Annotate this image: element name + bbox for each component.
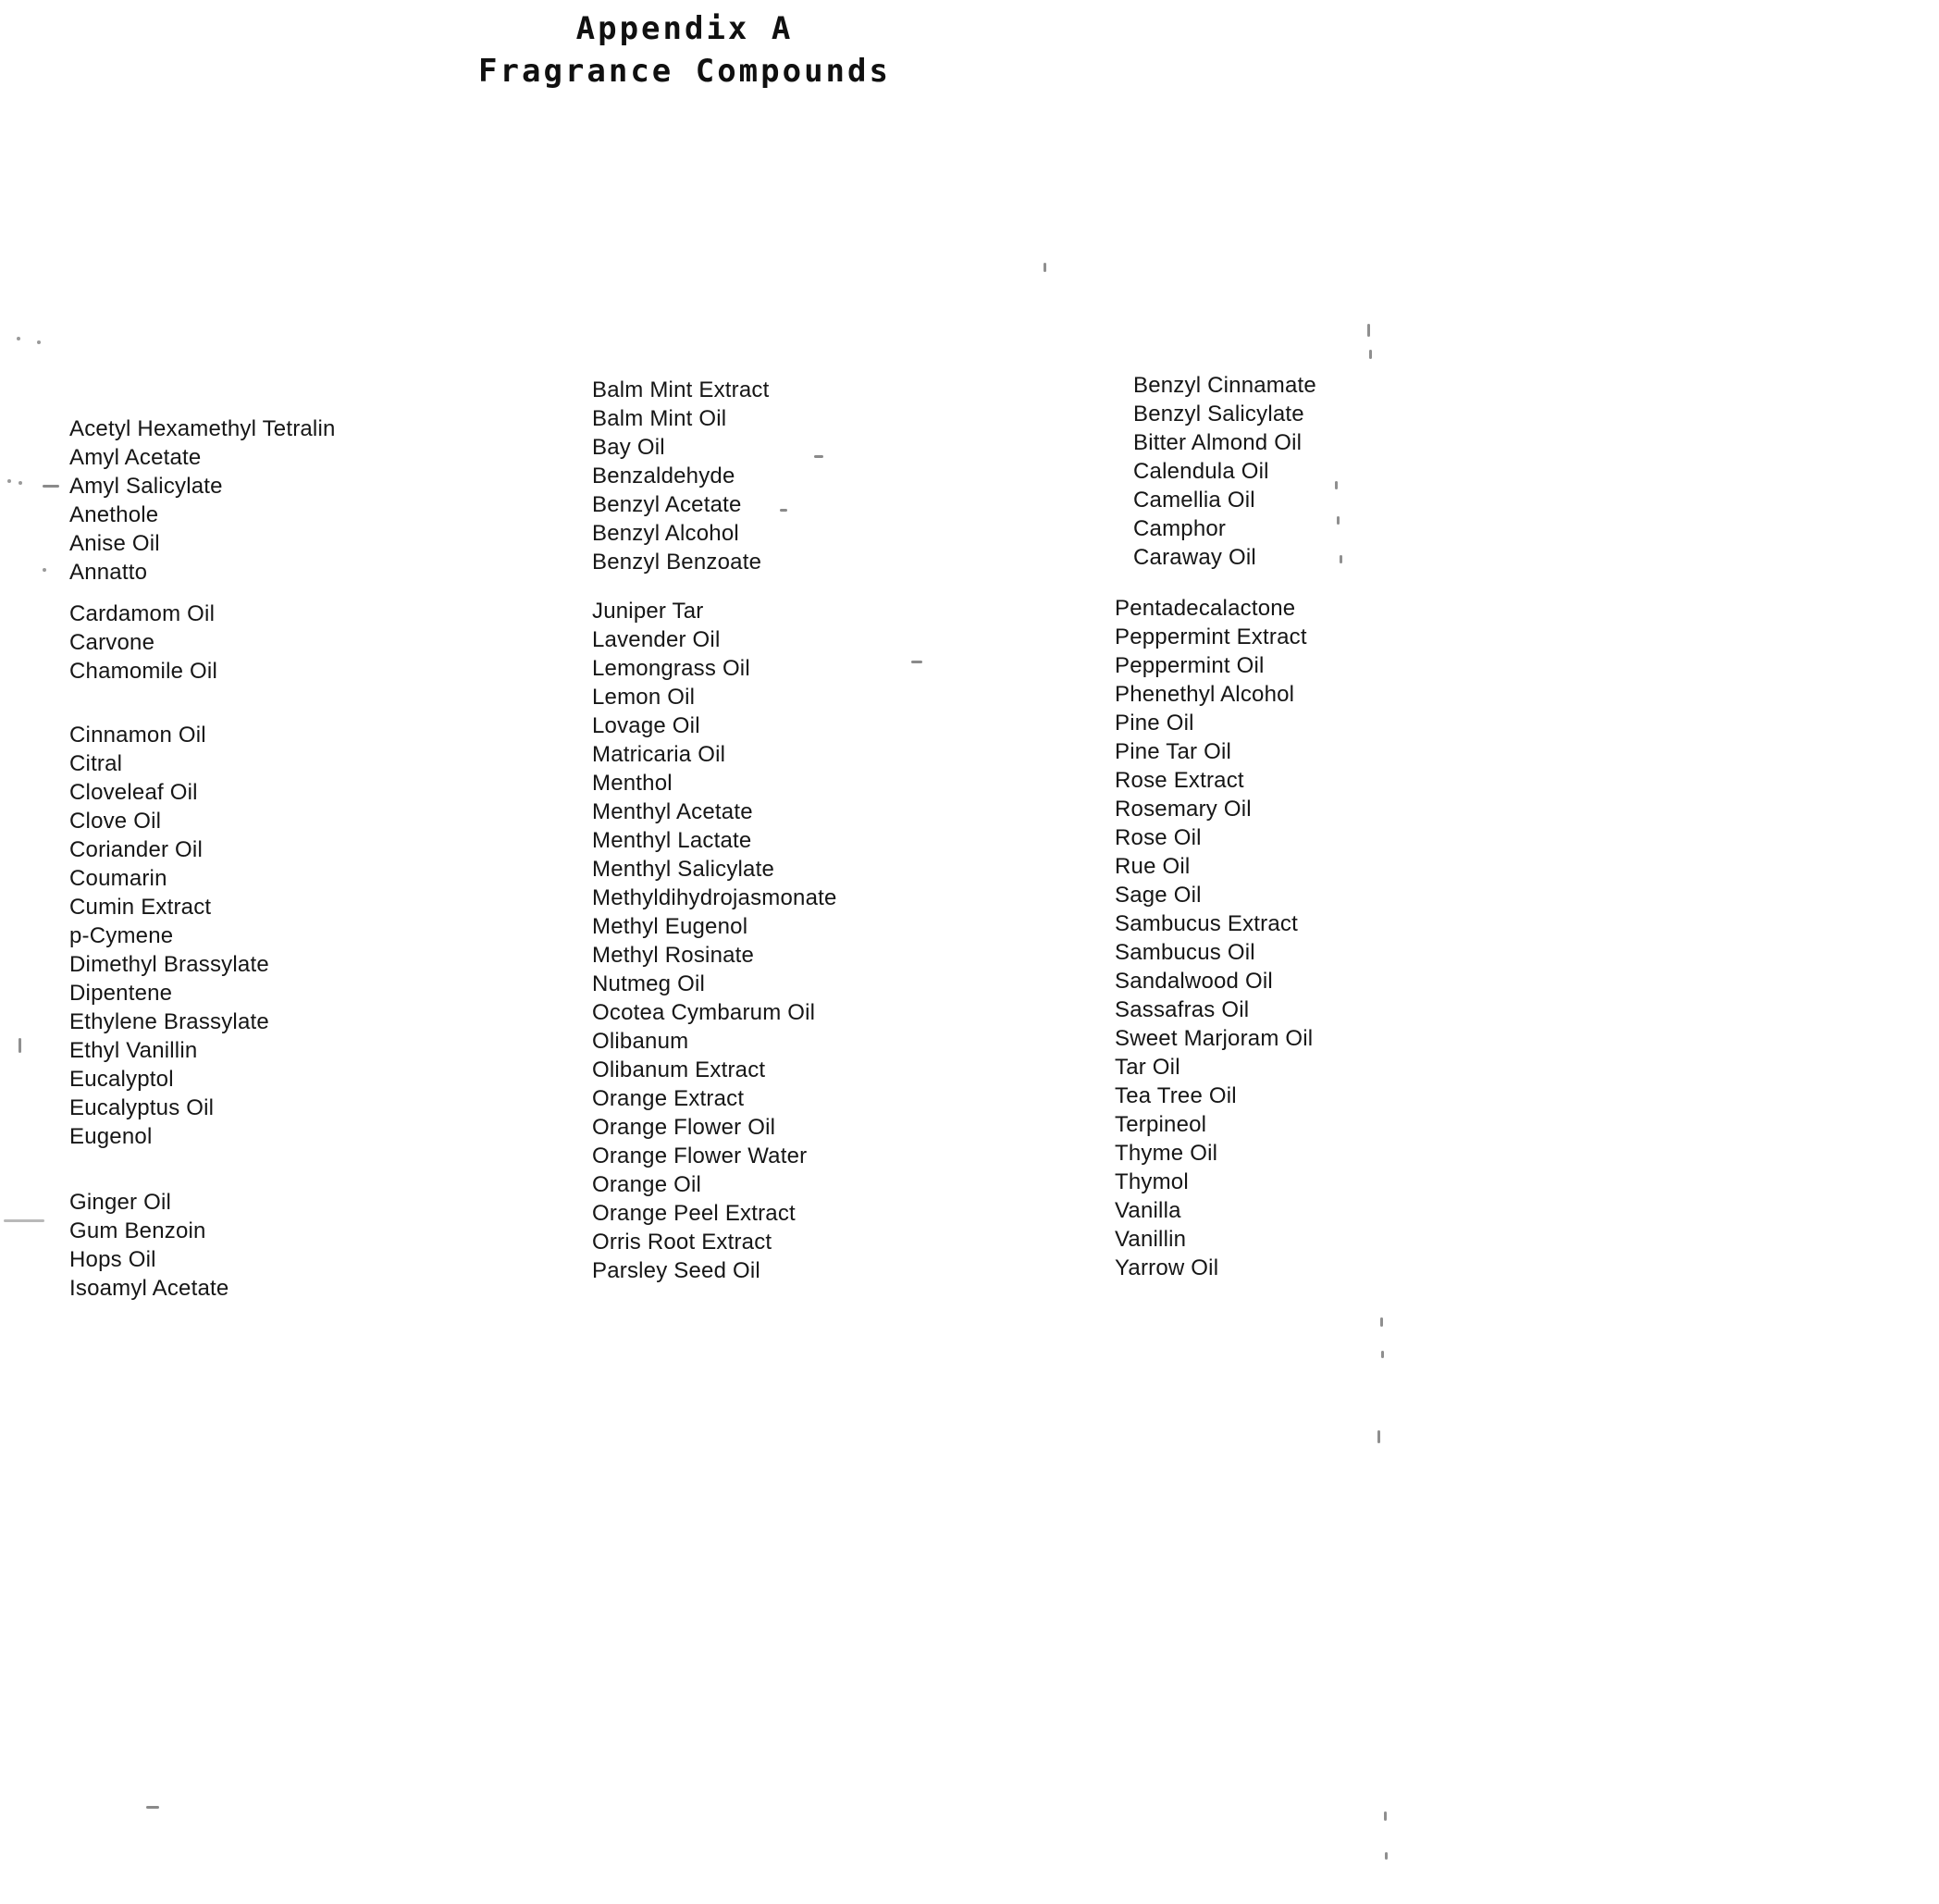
document-title	[0, 7, 1369, 93]
scan-artifact	[37, 340, 41, 344]
compound-item: Rose Oil	[1115, 825, 1202, 850]
compound-item: Sambucus Extract	[1115, 911, 1298, 936]
compound-item: Sambucus Oil	[1115, 940, 1255, 965]
compound-item: Gum Benzoin	[69, 1218, 206, 1243]
compound-item: Hops Oil	[69, 1247, 156, 1272]
compound-item: Eugenol	[69, 1124, 153, 1149]
compound-item: Benzyl Benzoate	[592, 550, 762, 575]
compound-item: Balm Mint Oil	[592, 406, 727, 431]
compound-item: Pine Tar Oil	[1115, 739, 1232, 764]
compound-column-middle	[592, 376, 1092, 1285]
compound-item: Orange Flower Oil	[592, 1115, 776, 1140]
compound-item: Menthyl Acetate	[592, 799, 753, 824]
compound-group	[1115, 594, 1559, 1282]
compound-item: Amyl Acetate	[69, 445, 202, 470]
compound-item: Nutmeg Oil	[592, 971, 706, 996]
compound-item: Tar Oil	[1115, 1055, 1180, 1080]
compound-item: Thyme Oil	[1115, 1141, 1218, 1166]
compound-group	[69, 414, 569, 587]
compound-item: Orange Oil	[592, 1172, 702, 1197]
compound-group	[69, 600, 569, 686]
compound-item: Benzyl Salicylate	[1133, 402, 1304, 427]
scan-artifact	[1377, 1430, 1380, 1443]
scan-artifact	[146, 1806, 159, 1809]
compound-item: Anise Oil	[69, 531, 160, 556]
compound-group	[592, 597, 1092, 1285]
compound-item: Rue Oil	[1115, 854, 1191, 879]
compound-item: Chamomile Oil	[69, 659, 217, 684]
compound-item: Vanilla	[1115, 1198, 1181, 1223]
compound-group	[1115, 371, 1559, 572]
compound-item: Camellia Oil	[1133, 488, 1255, 513]
compound-item: Acetyl Hexamethyl Tetralin	[69, 416, 336, 441]
compound-item: Orange Extract	[592, 1086, 745, 1111]
compound-item: Benzyl Alcohol	[592, 521, 739, 546]
compound-item: Clove Oil	[69, 809, 162, 834]
compound-item: Cardamom Oil	[69, 601, 216, 626]
compound-group	[69, 721, 569, 1151]
compound-column-left	[69, 414, 569, 1303]
compound-item: p-Cymene	[69, 923, 174, 948]
compound-item: Olibanum	[592, 1029, 689, 1054]
compound-item: Peppermint Oil	[1115, 653, 1265, 678]
compound-item: Benzaldehyde	[592, 464, 735, 488]
scan-artifact	[1340, 555, 1342, 563]
compound-item: Menthol	[592, 771, 673, 796]
compound-item: Menthyl Lactate	[592, 828, 752, 853]
compound-item: Sassafras Oil	[1115, 997, 1250, 1022]
compound-item: Benzyl Acetate	[592, 492, 742, 517]
compound-item: Dimethyl Brassylate	[69, 952, 269, 977]
scan-artifact	[43, 485, 59, 488]
compound-item: Parsley Seed Oil	[592, 1258, 760, 1283]
compound-item: Tea Tree Oil	[1115, 1083, 1237, 1108]
compound-item: Lavender Oil	[592, 627, 721, 652]
compound-item: Lovage Oil	[592, 713, 700, 738]
compound-item: Benzyl Cinnamate	[1133, 373, 1316, 398]
compound-item: Dipentene	[69, 981, 173, 1006]
compound-item: Anethole	[69, 502, 159, 527]
title-line-2: Fragrance Compounds	[478, 53, 891, 90]
compound-item: Pine Oil	[1115, 711, 1194, 736]
compound-item: Cloveleaf Oil	[69, 780, 198, 805]
compound-item: Peppermint Extract	[1115, 624, 1307, 649]
compound-item: Methyl Rosinate	[592, 943, 755, 968]
compound-group	[69, 1188, 569, 1303]
compound-item: Coriander Oil	[69, 837, 203, 862]
compound-item: Lemon Oil	[592, 685, 696, 710]
compound-item: Methyldihydrojasmonate	[592, 885, 837, 910]
compound-item: Isoamyl Acetate	[69, 1276, 229, 1301]
compound-item: Methyl Eugenol	[592, 914, 748, 939]
compound-item: Coumarin	[69, 866, 167, 891]
compound-item: Eucalyptus Oil	[69, 1095, 215, 1120]
compound-item: Orange Flower Water	[592, 1144, 808, 1168]
scan-artifact	[7, 479, 11, 483]
scan-artifact	[4, 1219, 44, 1222]
scan-artifact	[1335, 481, 1338, 489]
compound-item: Juniper Tar	[592, 599, 704, 624]
compound-item: Carvone	[69, 630, 155, 655]
compound-item: Ethyl Vanillin	[69, 1038, 198, 1063]
compound-item: Sweet Marjoram Oil	[1115, 1026, 1314, 1051]
compound-item: Bay Oil	[592, 435, 665, 460]
compound-item: Lemongrass Oil	[592, 656, 750, 681]
compound-item: Ocotea Cymbarum Oil	[592, 1000, 816, 1025]
scan-artifact	[911, 661, 922, 663]
scan-artifact	[1381, 1351, 1384, 1358]
compound-item: Orris Root Extract	[592, 1230, 772, 1255]
scan-artifact	[1337, 516, 1340, 525]
compound-item: Caraway Oil	[1133, 545, 1256, 570]
compound-item: Citral	[69, 751, 123, 776]
scan-artifact	[1384, 1811, 1387, 1821]
compound-item: Sandalwood Oil	[1115, 969, 1273, 994]
scan-artifact	[17, 337, 20, 340]
scan-artifact	[1385, 1852, 1388, 1860]
compound-item: Eucalyptol	[69, 1067, 174, 1092]
compound-item: Amyl Salicylate	[69, 474, 223, 499]
scan-artifact	[814, 455, 823, 458]
compound-item: Cumin Extract	[69, 895, 212, 920]
compound-item: Pentadecalactone	[1115, 596, 1296, 621]
compound-column-right	[1115, 371, 1559, 1282]
compound-item: Vanillin	[1115, 1227, 1187, 1252]
compound-item: Matricaria Oil	[592, 742, 726, 767]
scan-artifact	[19, 1038, 21, 1053]
scan-artifact	[780, 509, 787, 512]
compound-item: Terpineol	[1115, 1112, 1207, 1137]
compound-item: Menthyl Salicylate	[592, 857, 775, 882]
compound-item: Thymol	[1115, 1169, 1189, 1194]
scan-artifact	[1367, 324, 1370, 337]
compound-item: Rosemary Oil	[1115, 797, 1252, 822]
scan-artifact	[1380, 1317, 1383, 1327]
compound-item: Yarrow Oil	[1115, 1255, 1219, 1280]
compound-item: Camphor	[1133, 516, 1227, 541]
compound-item: Bitter Almond Oil	[1133, 430, 1303, 455]
compound-item: Rose Extract	[1115, 768, 1244, 793]
scan-artifact	[43, 568, 46, 572]
compound-item: Ginger Oil	[69, 1190, 172, 1215]
scan-artifact	[1369, 350, 1372, 359]
compound-item: Annatto	[69, 560, 148, 585]
compound-item: Phenethyl Alcohol	[1115, 682, 1295, 707]
compound-item: Sage Oil	[1115, 883, 1202, 908]
compound-item: Olibanum Extract	[592, 1057, 766, 1082]
scan-artifact	[1044, 263, 1046, 272]
scan-artifact	[19, 481, 22, 485]
compound-item: Balm Mint Extract	[592, 377, 770, 402]
compound-item: Orange Peel Extract	[592, 1201, 796, 1226]
compound-item: Calendula Oil	[1133, 459, 1269, 484]
compound-group	[592, 376, 1092, 576]
compound-item: Cinnamon Oil	[69, 723, 206, 748]
compound-item: Ethylene Brassylate	[69, 1009, 269, 1034]
title-line-1: Appendix A	[575, 10, 794, 47]
